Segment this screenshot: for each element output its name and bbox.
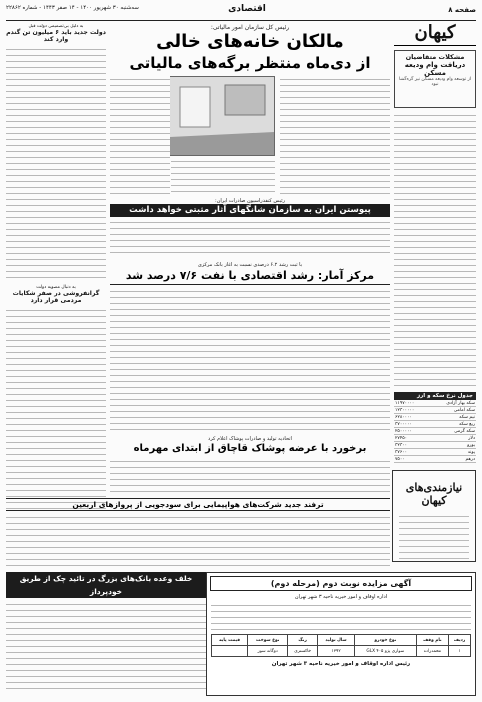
shanghai-text bbox=[110, 219, 390, 258]
currency-price: ۶۲۸۰۰۰۰ bbox=[394, 414, 428, 421]
apparel-headline: برخورد با عرضه پوشاک قاچاق از ابتدای مهرماه bbox=[133, 443, 367, 454]
left-mid-headline: گرانفروشی در صفر شکایات مردمی قرار دارد bbox=[12, 290, 100, 304]
classifieds-title: نیازمندی‌های کیهان bbox=[405, 481, 463, 507]
tender-table-header: رنگ bbox=[288, 635, 318, 646]
date-line: سه‌شنبه ۳۰ شهریور ۱۴۰۰ - ۱۴ صفر ۱۴۴۳ - شماره ۲۲۸۶۲ bbox=[6, 5, 139, 11]
atm-headline: خلف وعده بانک‌های بزرگ در تائید چک از طریق خودپرداز bbox=[6, 572, 206, 598]
currency-row bbox=[394, 428, 476, 435]
lead-headline-line2: از دی‌ماه منتظر برگه‌های مالیاتی bbox=[129, 54, 371, 72]
growth-kicker: با ثبت رشد ۶.۲ درصدی نسبت به آغاز بانک مرکزی bbox=[197, 262, 303, 268]
apparel-kicker: اتحادیه تولید و صادرات پوشاک اعلام کرد bbox=[208, 436, 292, 442]
currency-price: ۲۷۴۵۰ bbox=[394, 435, 428, 442]
currency-price: ۷۵۰۰ bbox=[394, 456, 428, 463]
masthead-logo: کیهان bbox=[414, 22, 456, 43]
left-top-text bbox=[6, 46, 106, 281]
lead-headline-line1: مالکان خانه‌های خالی bbox=[156, 31, 344, 52]
currency-name: نیم سکه bbox=[428, 414, 476, 421]
housing-box-subtitle: دریافت وام ودیعه مسکن bbox=[404, 61, 466, 77]
tender-ad-headline: آگهی مزایده نوبت دوم (مرحله دوم) bbox=[210, 576, 472, 591]
lead-text-right bbox=[280, 76, 390, 194]
housing-box-headline: از توسعه وام ودیعه مسکن نیز گره‌گشا نبود bbox=[398, 77, 472, 87]
classifieds-text bbox=[399, 513, 469, 562]
tender-table-cell: محمدزاده bbox=[416, 646, 449, 657]
currency-row bbox=[394, 421, 476, 428]
page-number: صفحه ۸ bbox=[448, 6, 476, 14]
tender-ad-org: اداره اوقاف و امور خیریه ناحیه ۳ شهر تهران bbox=[294, 594, 388, 600]
currency-price: ۲۵۰۰۰۰۰ bbox=[394, 428, 428, 435]
tender-table-cell: سواری پژو ۴۰۵ GLX bbox=[354, 646, 416, 657]
right-column bbox=[394, 50, 476, 390]
apparel-text bbox=[110, 458, 390, 496]
airlines-headline: ترفند جدید شرکت‌های هواپیمایی برای سودجویی از پروازهای اربعین bbox=[6, 498, 390, 511]
currency-name: درهم bbox=[428, 456, 476, 463]
lead-text-left bbox=[110, 76, 170, 194]
lead-kicker: رئیس کل سازمان امور مالیاتی: bbox=[210, 24, 290, 31]
left-column bbox=[6, 24, 106, 564]
tender-ad-signature: رئیس اداره اوقاف و امور خیریه ناحیه ۳ شهر تهران bbox=[271, 661, 411, 667]
story-growth bbox=[110, 262, 390, 432]
tender-table-header: ردیف bbox=[449, 635, 471, 646]
growth-headline: مرکز آمار: رشد اقتصادی با نفت ۷/۶ درصد شد bbox=[110, 268, 390, 285]
masthead bbox=[394, 21, 476, 46]
left-mid-kicker: به دنبال مصوبه دولت bbox=[36, 285, 76, 290]
tender-table-cell: دوگانه سوز bbox=[248, 646, 288, 657]
airlines-text bbox=[6, 514, 390, 568]
page-header bbox=[6, 4, 476, 21]
lead-photo-image bbox=[170, 77, 274, 155]
tender-table-cell bbox=[212, 646, 248, 657]
currency-price: ۱۲۳۰۰۰۰۰ bbox=[394, 407, 428, 414]
housing-box bbox=[394, 50, 476, 108]
story-apparel bbox=[110, 436, 390, 496]
currency-name: سکه گرمی bbox=[428, 428, 476, 435]
currency-price: ۳۷۰۰۰۰۰ bbox=[394, 421, 428, 428]
currency-price: ۱۱۹۷۰۰۰۰ bbox=[394, 400, 428, 407]
currency-price: ۳۷۶۰۰ bbox=[394, 449, 428, 456]
tender-table-header: نام وقف bbox=[416, 635, 449, 646]
housing-box-title: مشکلات متقاضیان bbox=[405, 53, 465, 61]
story-airlines bbox=[6, 498, 390, 568]
atm-text bbox=[6, 601, 206, 694]
currency-row bbox=[394, 435, 476, 442]
shanghai-headline: پیوستن ایران به سازمان شانگهای آثار مثبتی خواهد داشت bbox=[110, 204, 390, 217]
tender-table-header: قیمت پایه bbox=[212, 635, 248, 646]
lead-photo bbox=[169, 76, 275, 156]
tender-table-cell: ۱ bbox=[449, 646, 471, 657]
currency-name: یورو bbox=[428, 442, 476, 449]
currency-name: سکه بهار آزادی bbox=[428, 400, 476, 407]
currency-row bbox=[394, 456, 476, 463]
left-top-headline: دولت جدید باید ۶ میلیون تن گندم وارد کند bbox=[6, 29, 106, 43]
lead-text-below-photo bbox=[171, 158, 275, 194]
tender-table-header: نوع سوخت bbox=[248, 635, 288, 646]
currency-name: پوند bbox=[428, 449, 476, 456]
currency-price: ۳۲۳۰۰ bbox=[394, 442, 428, 449]
tender-ad-text bbox=[211, 602, 471, 632]
tender-ad bbox=[206, 572, 476, 696]
tender-table-header: سال تولید bbox=[318, 635, 355, 646]
currency-table-title: جدول نرخ سکه و ارز bbox=[394, 392, 476, 400]
tender-ad-table bbox=[211, 634, 471, 657]
currency-row bbox=[394, 442, 476, 449]
currency-name: سکه امامی bbox=[428, 407, 476, 414]
classifieds-box bbox=[392, 470, 476, 562]
tender-table-cell: خاکستری bbox=[288, 646, 318, 657]
currency-row bbox=[394, 449, 476, 456]
left-top-kicker: به دلیل بی‌تصمیمی دولت قبل bbox=[28, 24, 84, 29]
currency-row bbox=[394, 414, 476, 421]
growth-text bbox=[110, 288, 390, 432]
currency-row bbox=[394, 407, 476, 414]
story-atm bbox=[6, 572, 206, 694]
story-shanghai bbox=[110, 198, 390, 258]
tender-table-cell: ۱۳۹۲ bbox=[318, 646, 355, 657]
currency-table bbox=[394, 392, 476, 467]
lead-story bbox=[110, 24, 390, 196]
right-column-text bbox=[394, 112, 476, 390]
currency-table-grid bbox=[394, 400, 476, 463]
section-title: اقتصادی bbox=[228, 4, 266, 14]
shanghai-kicker: رئیس کنفدراسیون صادرات ایران: bbox=[214, 198, 286, 204]
currency-name: ربع سکه bbox=[428, 421, 476, 428]
tender-table-header: نوع خودرو bbox=[354, 635, 416, 646]
currency-name: دلار bbox=[428, 435, 476, 442]
